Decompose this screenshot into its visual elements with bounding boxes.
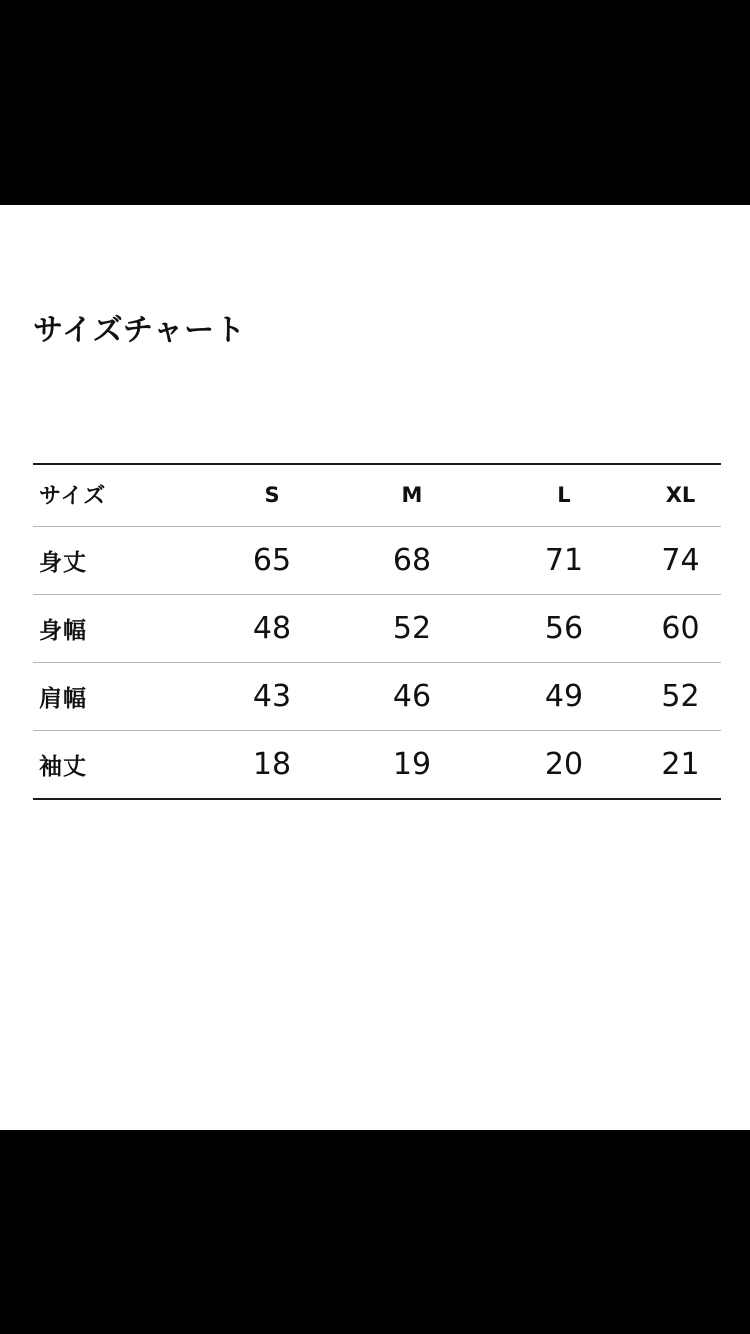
cell-body-width-l: 56	[488, 595, 640, 663]
cell-shoulder-width-m: 46	[336, 663, 488, 731]
table-body	[33, 527, 721, 800]
cell-shoulder-width-l: 49	[488, 663, 640, 731]
column-header-size: サイズ	[33, 464, 208, 527]
cell-body-length-m: 68	[336, 527, 488, 595]
column-header-l: L	[488, 464, 640, 527]
cell-sleeve-length-xl: 21	[640, 731, 721, 800]
cell-shoulder-width-xl: 52	[640, 663, 721, 731]
size-chart-card	[0, 205, 750, 1130]
cell-body-width-s: 48	[208, 595, 336, 663]
cell-body-length-l: 71	[488, 527, 640, 595]
page-title: サイズチャート	[33, 313, 247, 348]
row-label-body-length: 身丈	[33, 527, 208, 595]
row-label-body-width: 身幅	[33, 595, 208, 663]
cell-body-length-xl: 74	[640, 527, 721, 595]
column-header-xl: XL	[640, 464, 721, 527]
size-chart-table-wrap	[33, 463, 721, 800]
table-row	[33, 527, 721, 595]
cell-shoulder-width-s: 43	[208, 663, 336, 731]
cell-body-length-s: 65	[208, 527, 336, 595]
cell-sleeve-length-l: 20	[488, 731, 640, 800]
table-row	[33, 731, 721, 800]
table-header	[33, 464, 721, 527]
letterbox-bottom	[0, 1130, 750, 1334]
letterbox-top	[0, 0, 750, 205]
column-header-s: S	[208, 464, 336, 527]
column-header-m: M	[336, 464, 488, 527]
cell-sleeve-length-s: 18	[208, 731, 336, 800]
cell-sleeve-length-m: 19	[336, 731, 488, 800]
cell-body-width-xl: 60	[640, 595, 721, 663]
size-chart-table	[33, 463, 721, 800]
row-label-sleeve-length: 袖丈	[33, 731, 208, 800]
table-header-row	[33, 464, 721, 527]
table-row	[33, 595, 721, 663]
row-label-shoulder-width: 肩幅	[33, 663, 208, 731]
table-row	[33, 663, 721, 731]
cell-body-width-m: 52	[336, 595, 488, 663]
